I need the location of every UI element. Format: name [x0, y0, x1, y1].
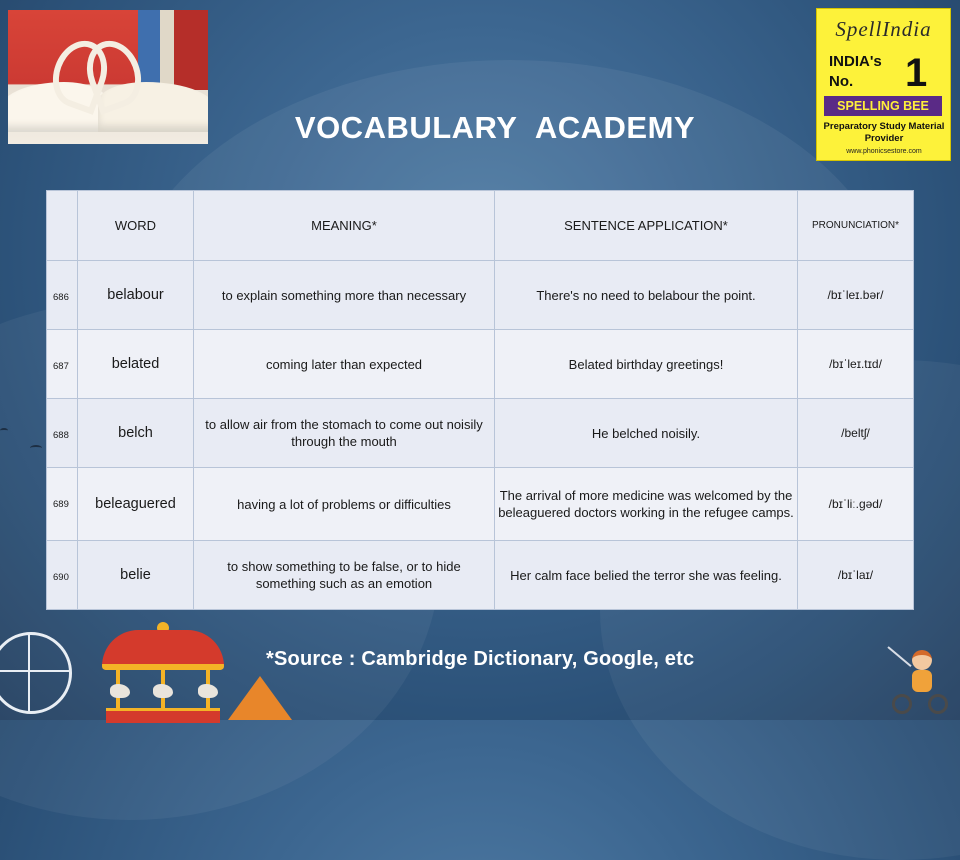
vocabulary-table [46, 190, 914, 610]
row-meaning: to show something to be false, or to hide something such as an emotion [194, 541, 495, 610]
row-sentence: There's no need to belabour the point. [495, 261, 798, 330]
row-pronunciation: /bɪˈlaɪ/ [798, 541, 914, 610]
logo-url: www.phonicsestore.com [846, 148, 922, 155]
row-meaning: having a lot of problems or difficulties [194, 468, 495, 541]
row-sentence: Her calm face belied the terror she was feeling. [495, 541, 798, 610]
table-header-row [47, 191, 914, 261]
logo-bar: SPELLING BEE [824, 96, 942, 116]
table-row [47, 399, 914, 468]
bird-icon [30, 445, 42, 451]
row-sentence: Belated birthday greetings! [495, 330, 798, 399]
row-meaning: to explain something more than necessary [194, 261, 495, 330]
row-number: 690 [47, 541, 78, 610]
table-row [47, 330, 914, 399]
carousel-icon [102, 622, 224, 720]
row-word: belabour [78, 261, 194, 330]
row-word: beleaguered [78, 468, 194, 541]
row-number: 687 [47, 330, 78, 399]
row-word: belated [78, 330, 194, 399]
spellindia-logo [816, 8, 951, 161]
row-meaning: coming later than expected [194, 330, 495, 399]
header-meaning: MEANING* [194, 191, 495, 261]
source-note: *Source : Cambridge Dictionary, Google, etc [266, 648, 695, 670]
row-number: 686 [47, 261, 78, 330]
child-on-bicycle-icon [898, 650, 942, 716]
logo-line1: INDIA's [829, 53, 882, 70]
row-word: belie [78, 541, 194, 610]
logo-number: 1 [905, 51, 928, 95]
table-row [47, 541, 914, 610]
row-meaning: to allow air from the stomach to come out noisily through the mouth [194, 399, 495, 468]
row-number: 689 [47, 468, 78, 541]
row-number: 688 [47, 399, 78, 468]
page-title: VOCABULARY ACADEMY [294, 110, 696, 145]
header-sentence: SENTENCE APPLICATION* [495, 191, 798, 261]
bird-icon [0, 428, 8, 433]
row-sentence: The arrival of more medicine was welcomed by the beleaguered doctors working in the refugee camps. [495, 468, 798, 541]
logo-subtitle: Preparatory Study Material Provider [823, 121, 945, 144]
table-row [47, 468, 914, 541]
logo-brand: SpellIndia [835, 17, 932, 41]
table-row [47, 261, 914, 330]
header-pronunciation: PRONUNCIATION* [798, 191, 914, 261]
row-sentence: He belched noisily. [495, 399, 798, 468]
header-number [47, 191, 78, 261]
logo-line2: No. [829, 73, 854, 90]
row-pronunciation: /bɪˈleɪ.tɪd/ [798, 330, 914, 399]
header-word: WORD [78, 191, 194, 261]
row-pronunciation: /bɪˈleɪ.bər/ [798, 261, 914, 330]
row-pronunciation: /beltʃ/ [798, 399, 914, 468]
row-pronunciation: /bɪˈliː.ɡəd/ [798, 468, 914, 541]
row-word: belch [78, 399, 194, 468]
swing-ride-icon [228, 676, 292, 720]
